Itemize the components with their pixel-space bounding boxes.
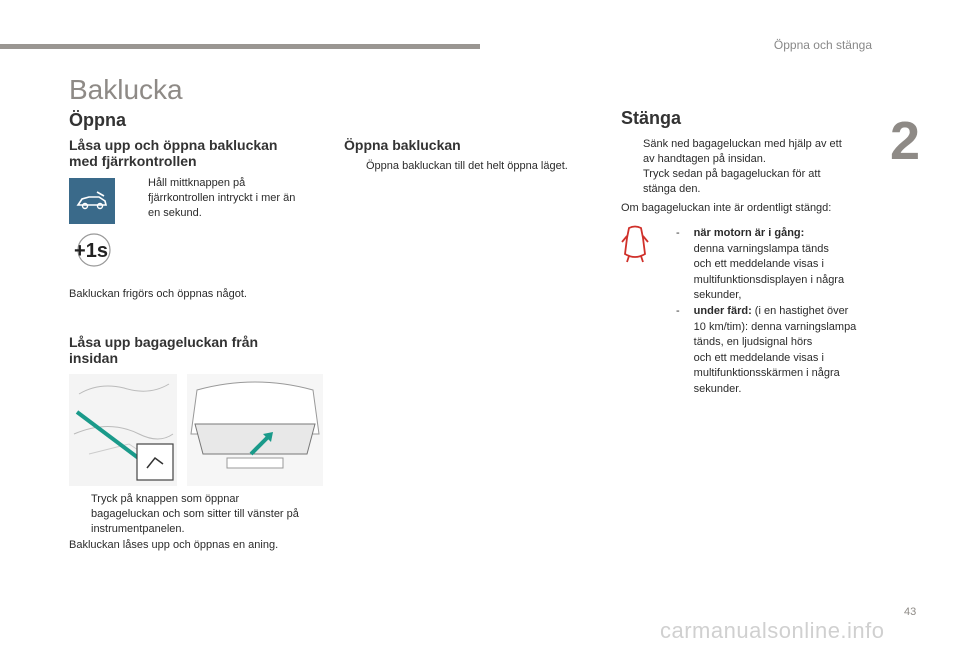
item2-line0: (i en hastighet över [751,305,849,317]
col3-bullet1 [621,137,881,167]
sub2-heading [69,334,258,366]
bullet-symbol [621,167,633,197]
timer-icon [68,232,114,268]
col3-bullet2-line1: Tryck sedan på bagageluckan för att [643,168,821,180]
dash-symbol: - [676,227,680,239]
col2-bullet-text: Öppna bakluckan till det helt öppna läget. [366,160,568,172]
timer-label: +1s [74,240,108,262]
sub1-bullet-line3: en sekund. [148,207,202,219]
col3-note: Om bagageluckan inte är ordentligt stängd: [621,202,832,214]
col3-bullet2-line2: stänga den. [643,183,701,195]
warning-item-1 [676,226,906,304]
top-rule [0,44,480,49]
item1-line1: denna varningslampa tänds [693,242,829,255]
sub1-after-text: Bakluckan frigörs och öppnas något. [69,288,247,300]
sub2-bullet-line3: instrumentpanelen. [91,523,185,535]
item1-line2: och ett meddelande visas i [693,258,824,270]
item2-line3: och ett meddelande visas i [693,351,824,364]
chapter-title: Öppna och stänga [773,38,872,52]
col2-bullet [344,159,604,174]
item1-bold: när motorn är i gång: [693,227,805,239]
page-number: 43 [904,606,917,618]
page-title: Baklucka [69,74,183,105]
col3-bullet1-line1: Sänk ned bagageluckan med hjälp av ett [643,138,842,150]
open-door-warning-icon [621,224,649,264]
sub1-heading-line2: med fjärrkontrollen [69,153,197,169]
warning-item-2 [676,304,906,397]
sub2-bullet-line1: Tryck på knappen som öppnar [91,493,240,505]
sub1-bullet [126,176,316,221]
item2-line4: multifunktionsskärmen i några [693,367,840,379]
chapter-number: 2 [890,111,921,171]
item2-line1: 10 km/tim): denna varningslampa [693,320,857,333]
sub2-bullet [69,492,329,537]
item2-bold: under färd: [693,305,752,317]
sub2-heading-line2: insidan [69,350,119,366]
remote-trunk-icon [69,178,115,224]
sub2-bullet-line2: bagageluckan och som sitter till vänster på [91,508,299,520]
section-title-close: Stänga [621,108,682,128]
item1-line3: multifunktionsdisplayen i några [693,273,845,286]
item2-line5: sekunder. [693,382,742,395]
col2-heading: Öppna bakluckan [344,137,461,153]
sub1-heading-line1: Låsa upp och öppna bakluckan [69,137,278,153]
sub2-after-text: Bakluckan låses upp och öppnas en aning. [69,539,279,551]
sub1-bullet-line1: Håll mittknappen på [148,177,246,189]
dash-symbol: - [676,305,680,317]
bullet-symbol [621,137,633,167]
watermark: carmanualsonline.info [660,618,885,643]
dashboard-button-illustration [69,374,177,486]
sub1-heading [69,137,277,169]
sub1-bullet-line2: fjärrkontrollen intryckt i mer än [148,192,296,204]
bullet-symbol [126,176,138,221]
bullet-symbol [69,492,81,537]
section-title-open: Öppna [69,110,126,130]
col3-bullet1-line2: av handtagen på insidan. [643,153,766,165]
sub2-heading-line1: Låsa upp bagageluckan från [69,334,259,350]
col3-bullet2 [621,167,881,197]
car-rear-illustration [187,374,323,486]
bullet-symbol [344,159,356,174]
item1-line4: sekunder, [693,289,742,301]
item2-line2: tänds, en ljudsignal hörs [693,336,813,348]
